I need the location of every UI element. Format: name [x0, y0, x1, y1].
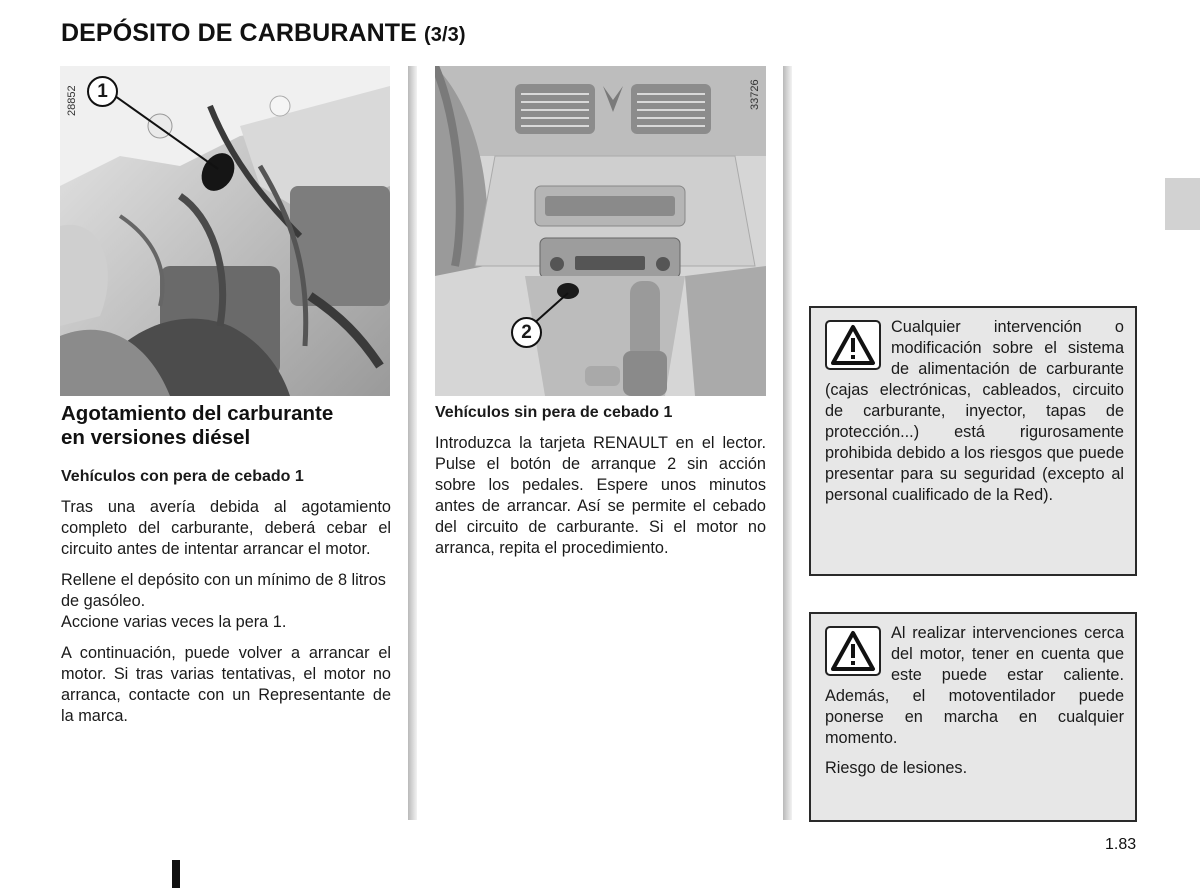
warning-text-engine-hot: Al realizar intervenciones cerca del motor, tener en cuenta que este puede estar caliente. Además, el motoventilador puede ponerse en marcha en cualquier momento.: [825, 624, 1124, 747]
column-divider-left: [408, 66, 417, 820]
page-number: 1.83: [1105, 836, 1137, 853]
middle-column: [435, 402, 766, 569]
callout-2: 2: [511, 317, 542, 348]
subheading-with-primer: Vehículos con pera de cebado 1: [61, 468, 304, 485]
chapter-tab: [1165, 178, 1200, 230]
paragraph-breakdown: Tras una avería debida al agotamiento completo del carburante, deberá cebar el circuito antes de intentar arrancar el motor.: [61, 498, 391, 558]
callout-1: 1: [87, 76, 118, 107]
paragraph-refill: Rellene el depósito con un mínimo de 8 litros de gasóleo.: [61, 571, 386, 610]
paragraph-restart: A continuación, puede volver a arrancar el motor. Si tras varias tentativas, el motor no arranca, contacte con un Representante de la marca.: [61, 644, 391, 725]
title-suffix: (3/3): [423, 24, 466, 46]
warning-text-injury-risk: Riesgo de lesiones.: [825, 759, 968, 777]
column-divider-right: [783, 66, 792, 820]
dashboard-illustration: [435, 66, 766, 396]
paragraph-pump: Accione varias veces la pera 1.: [61, 613, 287, 631]
section-heading-line-1: Agotamiento del carburante: [61, 402, 334, 425]
section-heading: [61, 402, 391, 450]
warning-box-fuel-system: [809, 306, 1137, 576]
subheading-without-primer: Vehículos sin pera de cebado 1: [435, 404, 673, 421]
figure-code-engine: 28852: [66, 85, 78, 116]
page-title: [61, 19, 466, 48]
warning-triangle-icon: [825, 320, 881, 370]
figure-code-dashboard: 33726: [749, 79, 761, 110]
left-column: [61, 402, 391, 737]
warning-text-fuel-system: Cualquier intervención o modificación sobre el sistema de alimentación de carburante (cajas electrónicas, cableados, circuito de carburante, inyector, tapas de protección...) está rigurosamente prohibida debido a los riesgos que puede presentar para su seguridad (excepto al personal cualificado de la Red).: [825, 318, 1124, 504]
engine-bay-illustration: [60, 66, 390, 396]
page-edge-mark: [172, 860, 180, 888]
paragraph-card-start: Introduzca la tarjeta RENAULT en el lector. Pulse el botón de arranque 2 sin acción sobre los pedales. Espere unos minutos antes de arrancar. Así se permite el cebado del circuito de carburante. Si el motor no arranca, repita el procedimiento.: [435, 434, 766, 557]
section-heading-line-2: en versiones diésel: [61, 426, 251, 449]
title-text: DEPÓSITO DE CARBURANTE: [61, 19, 417, 47]
warning-box-engine-hot: [809, 612, 1137, 822]
warning-triangle-icon: [825, 626, 881, 676]
